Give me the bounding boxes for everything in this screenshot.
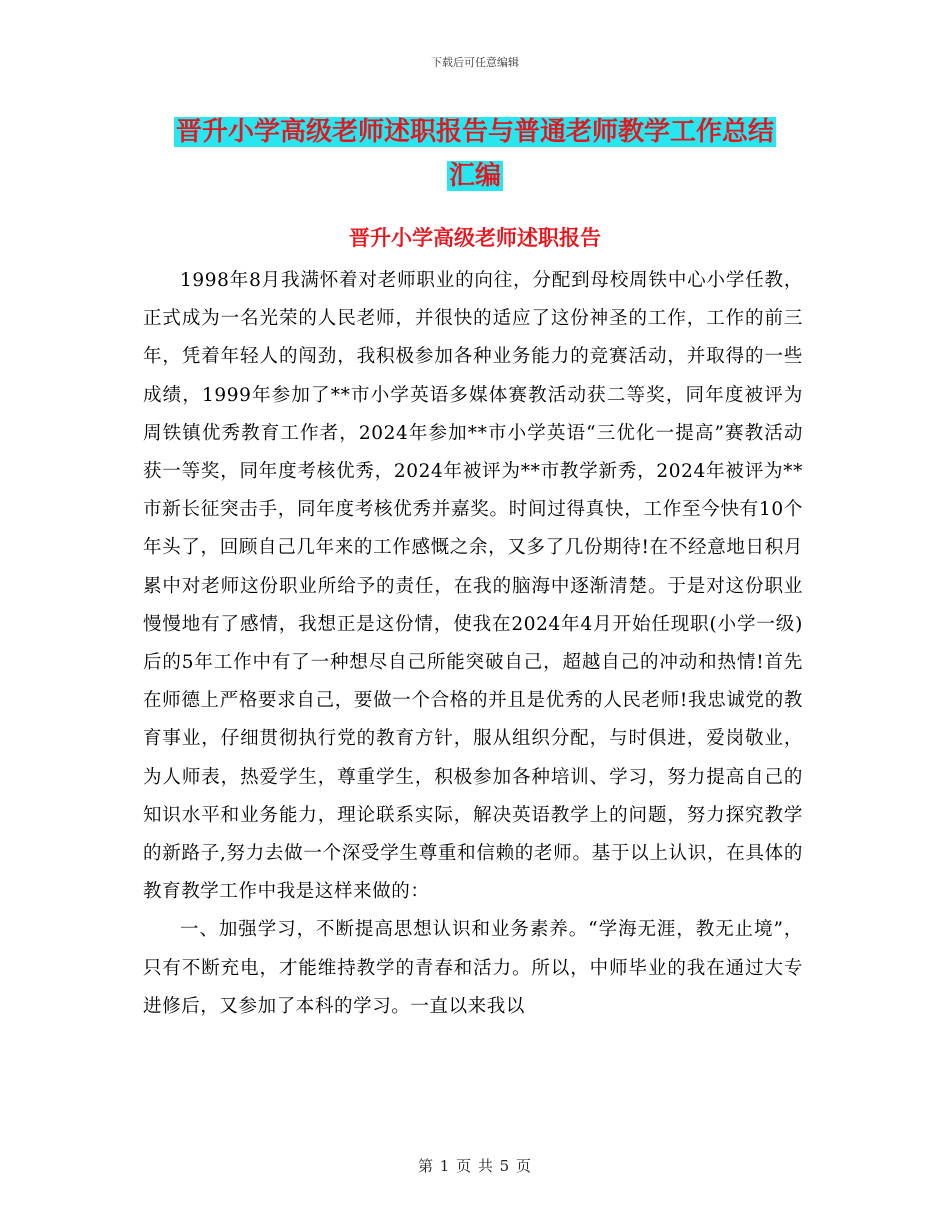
page-number-footer: 第 1 页 共 5 页	[418, 1157, 532, 1175]
document-body	[143, 262, 803, 1026]
document-title	[130, 110, 820, 198]
paragraph: 1998年8月我满怀着对老师职业的向往，分配到母校周铁中心小学任教，正式成为一名光荣的人民老师，并很快的适应了这份神圣的工作，工作的前三年，凭着年轻人的闯劲，我积极参加各种业务能力的竞赛活动，并取得的一些成绩，1999年参加了**市小学英语多媒体赛教活动获二等奖，同年度被评为周铁镇优秀教育工作者，2024年参加**市小学英语“三优化一提高”赛教活动获一等奖，同年度考核优秀，2024年被评为**市教学新秀，2024年被评为**市新长征突击手，同年度考核优秀并嘉奖。时间过得真快，工作至今快有10个年头了，回顾自己几年来的工作感慨之余，又多了几份期待!在不经意地日积月累中对老师这份职业所给予的责任，在我的脑海中逐渐清楚。于是对这份职业慢慢地有了感情，我想正是这份情，使我在2024年4月开始任现职(小学一级)后的5年工作中有了一种想尽自己所能突破自己，超越自己的冲动和热情!首先在师德上严格要求自己，要做一个合格的并且是优秀的人民老师!我忠诚党的教育事业，仔细贯彻执行党的教育方针，服从组织分配，与时俱进，爱岗敬业，为人师表，热爱学生，尊重学生，积极参加各种培训、学习，努力提高自己的知识水平和业务能力，理论联系实际，解决英语教学上的问题，努力探究教学的新路子,努力去做一个深受学生尊重和信赖的老师。基于以上认识，在具体的教育教学工作中我是这样来做的：	[143, 270, 803, 903]
document-title-line-1: 晋升小学高级老师述职报告与普通老师教学工作总结	[175, 117, 774, 147]
document-title-line-2: 汇编	[448, 161, 501, 191]
section-title: 晋升小学高级老师述职报告	[349, 226, 601, 250]
paragraph: 一、加强学习，不断提高思想认识和业务素养。“学海无涯，教无止境”，只有不断充电，才能维持教学的青春和活力。所以，中师毕业的我在通过大专进修后，又参加了本科的学习。一直以来我以	[143, 919, 803, 1017]
page-header-note: 下载后可任意编辑	[431, 56, 519, 69]
